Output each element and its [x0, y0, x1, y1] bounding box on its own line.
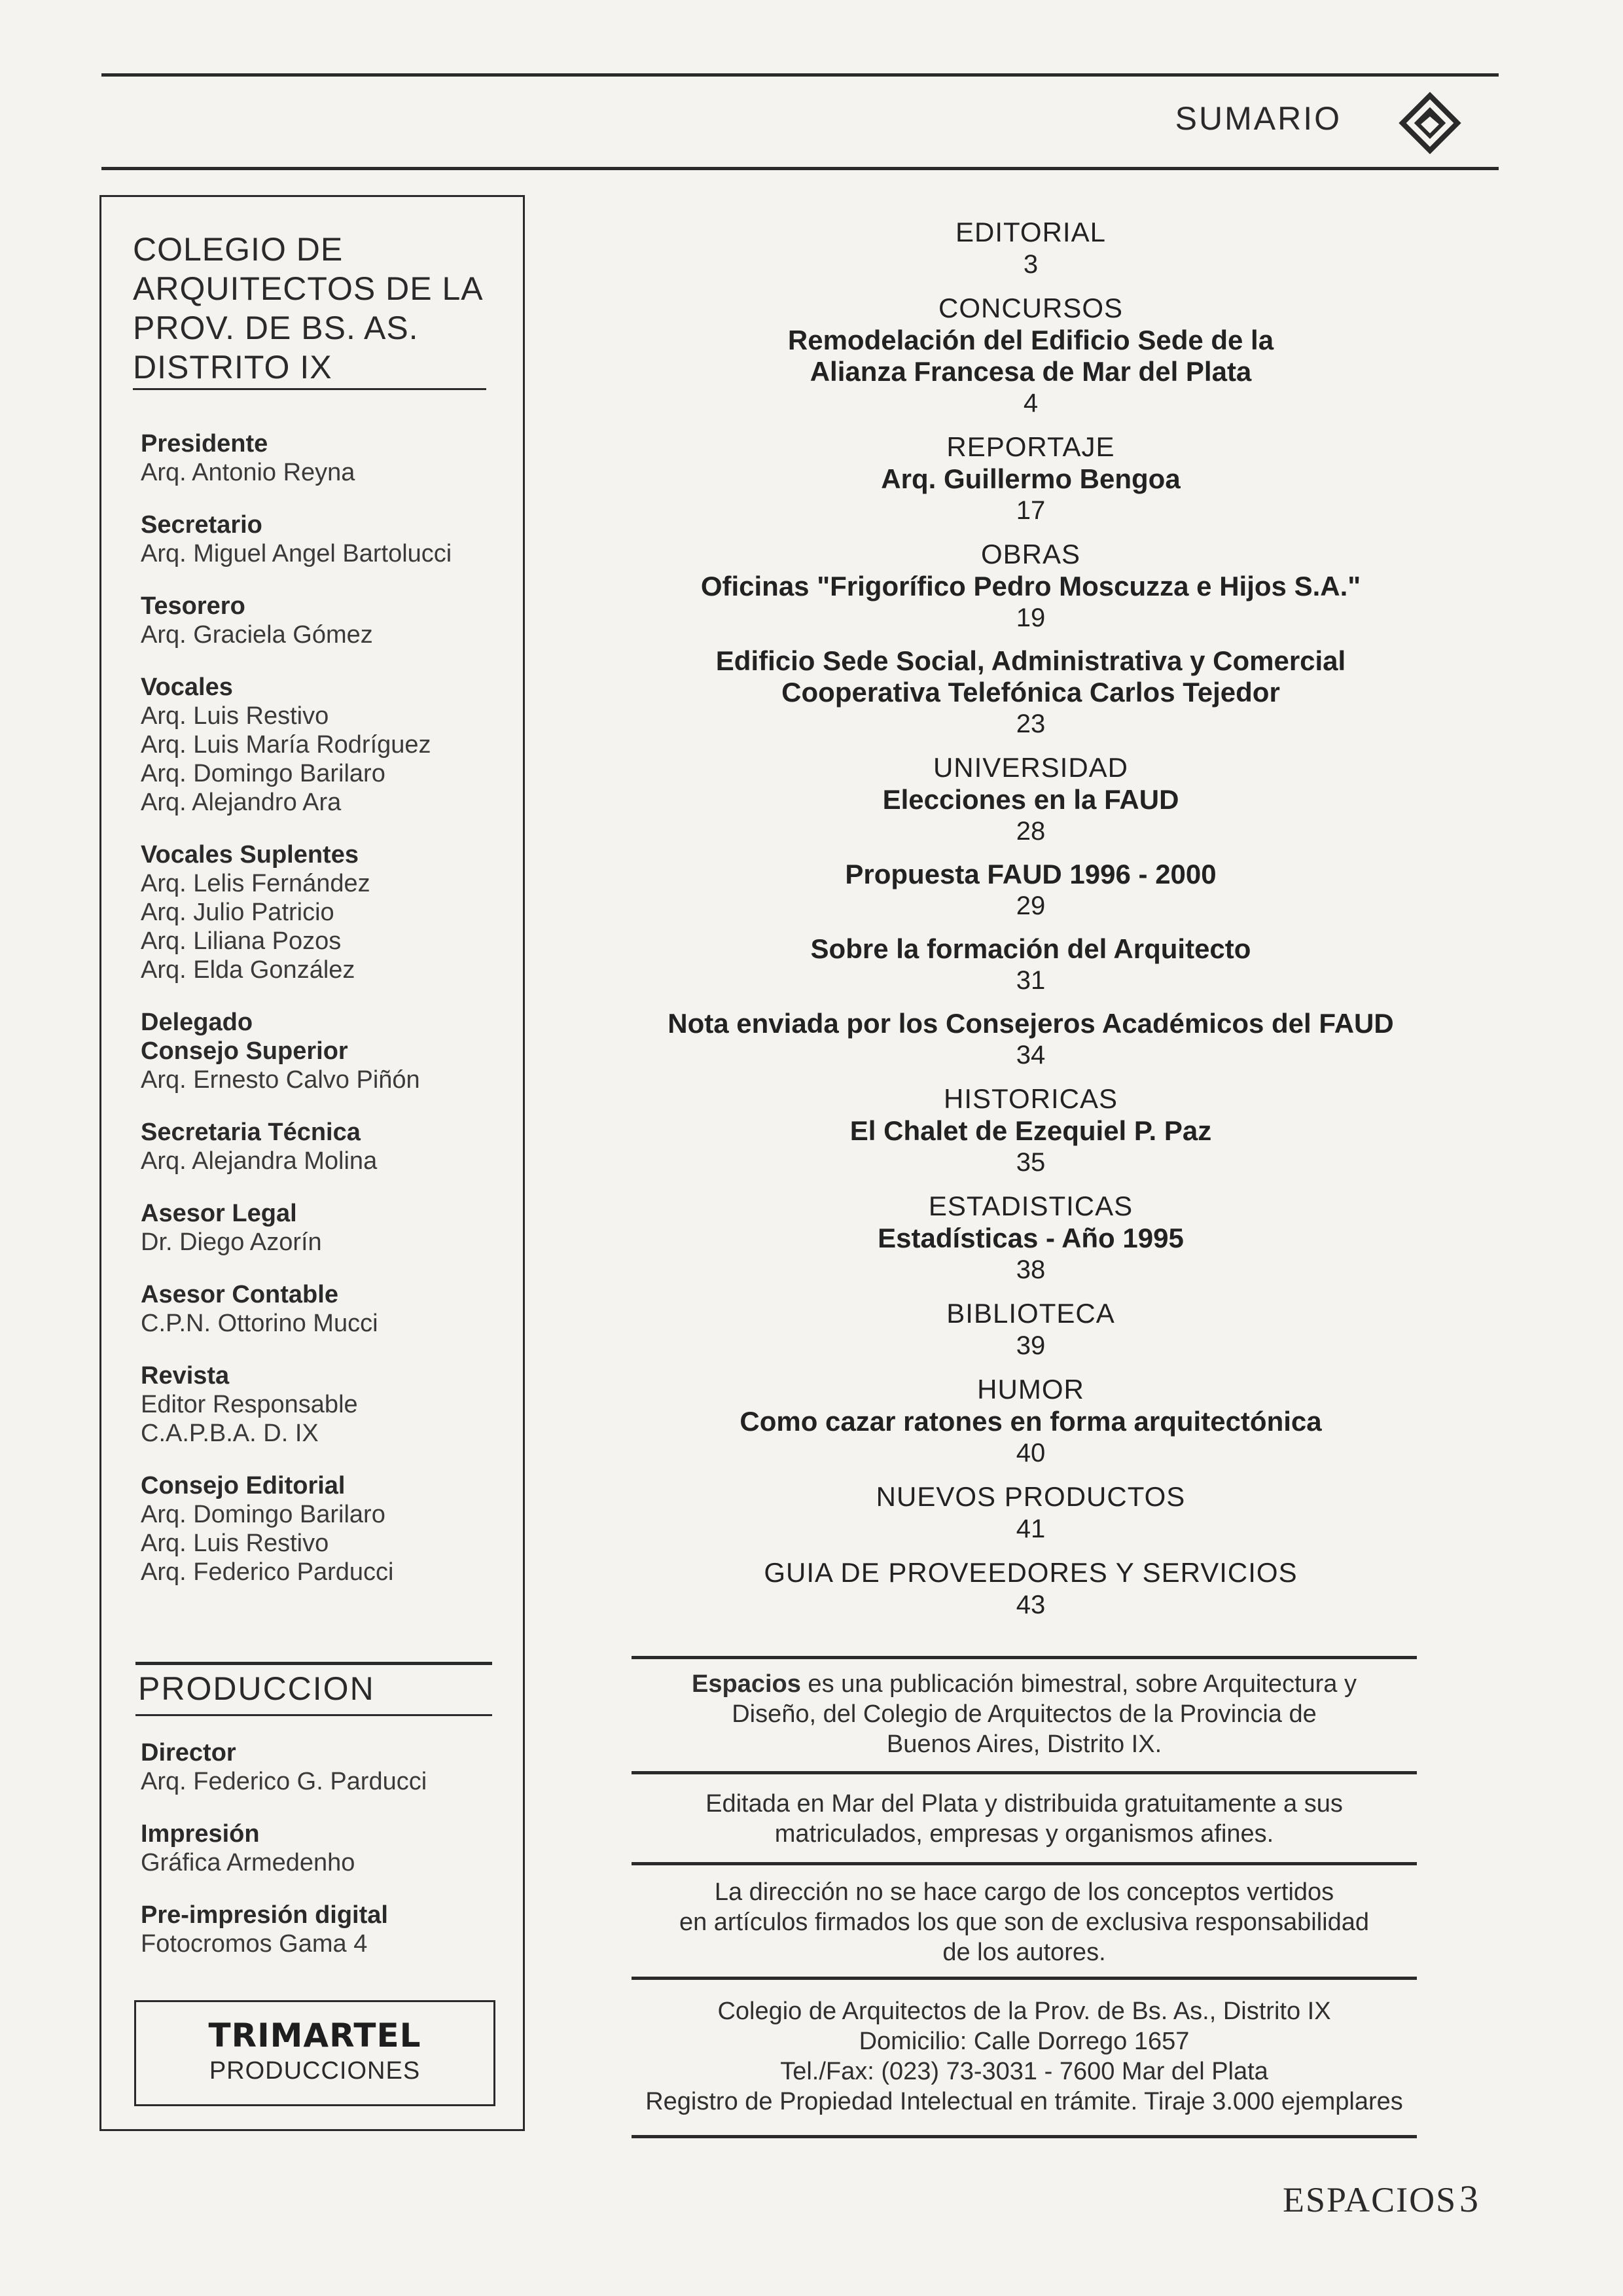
- toc-page-number: 43: [1016, 1590, 1046, 1619]
- role-label: Consejo Editorial: [141, 1472, 346, 1499]
- person-name: Arq. Luis María Rodríguez: [141, 731, 431, 759]
- toc-section-heading: BIBLIOTECA: [946, 1298, 1115, 1329]
- toc-page-number: 34: [1016, 1041, 1046, 1069]
- toc-section-heading: CONCURSOS: [938, 293, 1124, 323]
- staff-group: [141, 1118, 520, 1175]
- staff-group: [141, 1820, 520, 1877]
- info-rule: [632, 1771, 1417, 1774]
- disclaimer-line: de los autores.: [942, 1939, 1106, 1966]
- college-name-rule: [133, 388, 486, 390]
- role-label: Asesor Contable: [141, 1281, 338, 1308]
- contact-info: [632, 1996, 1417, 2117]
- toc-entry: [648, 216, 1414, 280]
- toc-page-number: 35: [1016, 1148, 1046, 1177]
- toc-section-heading: ESTADISTICAS: [928, 1191, 1133, 1221]
- person-name: Fotocromos Gama 4: [141, 1930, 368, 1958]
- toc-entry: [648, 751, 1414, 847]
- staff-group: [141, 429, 520, 487]
- publication-info: [632, 1669, 1417, 1759]
- info-rule: [632, 1656, 1417, 1659]
- chevron-diamond-logo-icon: [1397, 90, 1463, 156]
- distribution-info-line: matriculados, empresas y organismos afines.: [774, 1820, 1274, 1848]
- person-name: Arq. Alejandro Ara: [141, 789, 342, 816]
- toc-article-title: Nota enviada por los Consejeros Académicos del FAUD: [668, 1008, 1394, 1039]
- person-name: Arq. Liliana Pozos: [141, 927, 342, 955]
- staff-group: [141, 1008, 520, 1094]
- toc-entry: [648, 859, 1414, 922]
- toc-article-title: Alianza Francesa de Mar del Plata: [810, 356, 1252, 387]
- toc-section-heading: OBRAS: [980, 539, 1081, 569]
- person-name: Arq. Lelis Fernández: [141, 870, 370, 897]
- role-label: Secretario: [141, 511, 262, 539]
- toc-entry: [648, 1190, 1414, 1285]
- disclaimer-line: La dirección no se hace cargo de los conceptos vertidos: [714, 1878, 1334, 1906]
- toc-page-number: 28: [1016, 817, 1046, 846]
- person-name: Arq. Ernesto Calvo Piñón: [141, 1066, 420, 1094]
- publication-info-text: es una publicación bimestral, sobre Arquitectura y: [800, 1670, 1357, 1698]
- toc-entry: [648, 645, 1414, 740]
- toc-entry: [648, 1373, 1414, 1469]
- college-name: [133, 230, 512, 387]
- person-name: Arq. Luis Restivo: [141, 1530, 329, 1557]
- publication-name: Espacios: [692, 1670, 801, 1698]
- person-name: Arq. Miguel Angel Bartolucci: [141, 540, 452, 567]
- role-label: Tesorero: [141, 592, 245, 620]
- toc-page-number: 38: [1016, 1255, 1046, 1284]
- person-name: Arq. Luis Restivo: [141, 702, 329, 730]
- toc-article-title: Remodelación del Edificio Sede de la: [787, 325, 1274, 355]
- person-name: Arq. Antonio Reyna: [141, 459, 355, 486]
- person-name: Arq. Graciela Gómez: [141, 621, 373, 649]
- staff-group: [141, 1901, 520, 1958]
- toc-section-heading: GUIA DE PROVEEDORES Y SERVICIOS: [764, 1557, 1298, 1588]
- toc-page-number: 40: [1016, 1439, 1046, 1467]
- distribution-info-line: Editada en Mar del Plata y distribuida gratuitamente a sus: [705, 1790, 1343, 1818]
- toc-article-title: Edificio Sede Social, Administrativa y Comercial: [715, 645, 1346, 676]
- person-name: Arq. Federico Parducci: [141, 1558, 394, 1586]
- toc-section-heading: EDITORIAL: [955, 217, 1106, 247]
- publication-info-line: Buenos Aires, Distrito IX.: [886, 1731, 1162, 1758]
- toc-page-number: 39: [1016, 1331, 1046, 1360]
- person-name: C.A.P.B.A. D. IX: [141, 1420, 319, 1447]
- contact-line: Registro de Propiedad Intelectual en trámite. Tiraje 3.000 ejemplares: [645, 2088, 1403, 2115]
- toc-section-heading: HISTORICAS: [944, 1083, 1118, 1114]
- toc-article-title: Sobre la formación del Arquitecto: [810, 933, 1251, 964]
- info-rule: [632, 1977, 1417, 1980]
- footer-magazine-name: ESPACIOS: [1283, 2180, 1457, 2219]
- toc-entry: [648, 1083, 1414, 1178]
- toc-entry: [648, 1008, 1414, 1071]
- role-label: Vocales: [141, 673, 233, 701]
- role-label: Vocales Suplentes: [141, 841, 359, 869]
- staff-box: [99, 195, 525, 2131]
- role-label: Presidente: [141, 430, 268, 457]
- trimartel-subtitle: PRODUCCIONES: [209, 2057, 421, 2085]
- college-name-line: PROV. DE BS. AS.: [133, 310, 419, 346]
- role-label: Delegado: [141, 1009, 253, 1036]
- toc-article-title: El Chalet de Ezequiel P. Paz: [849, 1115, 1212, 1146]
- toc-entry: [648, 933, 1414, 996]
- person-name: Arq. Domingo Barilaro: [141, 760, 385, 787]
- toc-page-number: 23: [1016, 709, 1046, 738]
- toc-article-title: Oficinas "Frigorífico Pedro Moscuzza e Hijos S.A.": [700, 571, 1361, 601]
- toc-entry: [648, 1297, 1414, 1361]
- role-label: Consejo Superior: [141, 1037, 348, 1065]
- staff-group: [141, 1471, 520, 1587]
- person-name: Arq. Alejandra Molina: [141, 1147, 378, 1175]
- person-name: Arq. Federico G. Parducci: [141, 1768, 427, 1795]
- staff-group: [141, 1738, 520, 1796]
- college-name-line: DISTRITO IX: [133, 349, 332, 386]
- toc-page-number: 19: [1016, 603, 1046, 632]
- toc-article-title: Como cazar ratones en forma arquitectónica: [740, 1406, 1322, 1437]
- disclaimer-info: [632, 1877, 1417, 1967]
- staff-group: [141, 1361, 520, 1448]
- toc-page-number: 29: [1016, 891, 1046, 920]
- header-bottom-rule: [101, 167, 1499, 170]
- person-name: Editor Responsable: [141, 1391, 358, 1418]
- toc-page-number: 3: [1023, 250, 1039, 279]
- table-of-contents: [648, 216, 1414, 1632]
- toc-page-number: 41: [1016, 1515, 1046, 1543]
- person-name: Arq. Elda González: [141, 956, 355, 984]
- toc-section-heading: HUMOR: [977, 1374, 1084, 1405]
- toc-page-number: 17: [1016, 496, 1046, 525]
- college-name-line: COLEGIO DE: [133, 231, 344, 268]
- toc-entry: [648, 1480, 1414, 1545]
- toc-article-title: Arq. Guillermo Bengoa: [881, 463, 1181, 494]
- staff-list: [141, 429, 520, 1610]
- role-label: Impresión: [141, 1820, 260, 1848]
- produccion-bottom-rule: [135, 1714, 492, 1716]
- toc-entry: [648, 292, 1414, 419]
- toc-article-title: Elecciones en la FAUD: [882, 784, 1179, 815]
- toc-section-heading: NUEVOS PRODUCTOS: [876, 1481, 1186, 1512]
- role-label: Asesor Legal: [141, 1200, 297, 1227]
- produccion-title: PRODUCCION: [138, 1670, 375, 1707]
- trimartel-logo-box: [134, 2000, 495, 2106]
- person-name: Arq. Julio Patricio: [141, 899, 334, 926]
- toc-section-heading: REPORTAJE: [946, 431, 1115, 462]
- staff-group: [141, 1280, 520, 1338]
- toc-entry: [648, 431, 1414, 526]
- role-label: Director: [141, 1739, 236, 1767]
- staff-group: [141, 840, 520, 984]
- person-name: Dr. Diego Azorín: [141, 1229, 322, 1256]
- toc-entry: [648, 1556, 1414, 1621]
- publication-info-line: Diseño, del Colegio de Arquitectos de la Provincia de: [732, 1700, 1317, 1728]
- toc-article-title: Estadísticas - Año 1995: [878, 1223, 1184, 1253]
- person-name: C.P.N. Ottorino Mucci: [141, 1310, 378, 1337]
- distribution-info: [632, 1789, 1417, 1849]
- info-rule: [632, 1862, 1417, 1865]
- publication-info-line: [632, 1669, 1417, 1699]
- staff-group: [141, 511, 520, 568]
- produccion-list: [141, 1738, 520, 1982]
- disclaimer-line: en artículos firmados los que son de exclusiva responsabilidad: [679, 1909, 1370, 1936]
- toc-section-heading: UNIVERSIDAD: [933, 752, 1129, 783]
- section-title: SUMARIO: [1175, 100, 1342, 137]
- footer-page-number: 3: [1459, 2178, 1478, 2220]
- contact-line: Domicilio: Calle Dorrego 1657: [859, 2028, 1190, 2055]
- person-name: Gráfica Armedenho: [141, 1849, 355, 1876]
- staff-group: [141, 1199, 520, 1257]
- staff-group: [141, 592, 520, 649]
- person-name: Arq. Domingo Barilaro: [141, 1501, 385, 1528]
- college-name-line: ARQUITECTOS DE LA: [133, 270, 484, 307]
- header-top-rule: [101, 73, 1499, 77]
- contact-line: Tel./Fax: (023) 73-3031 - 7600 Mar del Plata: [780, 2058, 1268, 2085]
- info-rule: [632, 2135, 1417, 2138]
- toc-article-title: Cooperativa Telefónica Carlos Tejedor: [781, 677, 1280, 708]
- role-label: Pre-impresión digital: [141, 1901, 388, 1929]
- staff-group: [141, 673, 520, 817]
- role-label: Secretaria Técnica: [141, 1119, 361, 1146]
- toc-article-title: Propuesta FAUD 1996 - 2000: [845, 859, 1217, 889]
- role-label: Revista: [141, 1362, 230, 1390]
- toc-page-number: 31: [1016, 966, 1046, 995]
- toc-page-number: 4: [1023, 389, 1039, 418]
- trimartel-logo: TRIMARTEL: [208, 2017, 421, 2054]
- produccion-top-rule: [135, 1662, 492, 1665]
- toc-entry: [648, 538, 1414, 634]
- contact-line: Colegio de Arquitectos de la Prov. de Bs. As., Distrito IX: [717, 1998, 1331, 2025]
